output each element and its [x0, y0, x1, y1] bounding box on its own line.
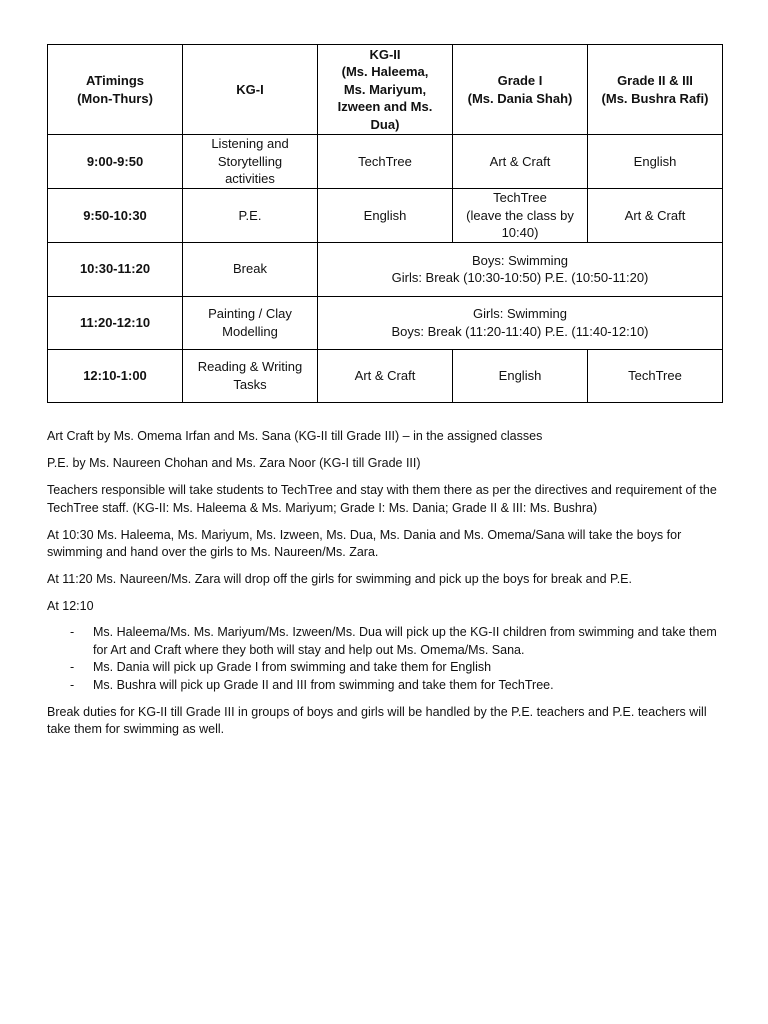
list-item	[47, 624, 722, 659]
header-kg1: KG-I	[183, 45, 318, 135]
kg2-cell: Art & Craft	[318, 349, 453, 402]
kg1-cell: Painting / Clay Modelling	[183, 296, 318, 349]
grade1-cell: TechTree (leave the class by 10:40)	[453, 189, 588, 243]
grade2-3-cell: Art & Craft	[588, 189, 723, 243]
header-grade2-3: Grade II & III (Ms. Bushra Rafi)	[588, 45, 723, 135]
list-item-text: Ms. Bushra will pick up Grade II and III from swimming and take them for TechTree.	[93, 677, 554, 692]
table-row	[48, 296, 723, 349]
time-cell: 12:10-1:00	[48, 349, 183, 402]
kg2-cell: TechTree	[318, 135, 453, 189]
list-item-text: Ms. Dania will pick up Grade I from swimming and take them for English	[93, 660, 492, 674]
time-cell: 9:50-10:30	[48, 189, 183, 243]
time-cell: 10:30-11:20	[48, 242, 183, 296]
notes-section	[47, 428, 722, 748]
bullet-dash: -	[70, 660, 75, 674]
note-1030: At 10:30 Ms. Haleema, Ms. Mariyum, Ms. Izween, Ms. Dua, Ms. Dania and Ms. Omema/Sana will take the boys for swimming and hand over the girls to Ms. Naureen/Ms. Zara.	[47, 527, 682, 559]
kg1-cell: Listening and Storytelling activities	[183, 135, 318, 189]
kg2-cell: English	[318, 189, 453, 243]
header-grade1: Grade I (Ms. Dania Shah)	[453, 45, 588, 135]
list-item	[47, 659, 722, 677]
table-row	[48, 349, 723, 402]
table-row	[48, 242, 723, 296]
kg1-cell: P.E.	[183, 189, 318, 243]
grade2-3-cell: English	[588, 135, 723, 189]
grade2-3-cell: TechTree	[588, 349, 723, 402]
note-1120: At 11:20 Ms. Naureen/Ms. Zara will drop off the girls for swimming and pick up the boys for break and P.E.	[47, 572, 632, 586]
grade1-cell: Art & Craft	[453, 135, 588, 189]
bullet-dash: -	[70, 625, 75, 639]
note-break-duties: Break duties for KG-II till Grade III in groups of boys and girls will be handled by the P.E. teachers and P.E. teachers will take them for swimming as well.	[47, 704, 707, 736]
header-kg2: KG-II (Ms. Haleema, Ms. Mariyum, Izween and Ms. Dua)	[318, 45, 453, 135]
list-item-text: Ms. Haleema/Ms. Ms. Mariyum/Ms. Izween/Ms. Dua will pick up the KG-II children from swimming and take them for Art and Craft where they both will stay and help out Ms. Omema/Ms. Sana.	[93, 625, 717, 657]
note-1210: At 12:10	[47, 599, 94, 613]
merged-cell: Girls: Swimming Boys: Break (11:20-11:40) P.E. (11:40-12:10)	[318, 296, 723, 349]
bullet-list	[47, 624, 722, 694]
table-row	[48, 135, 723, 189]
note-pe: P.E. by Ms. Naureen Chohan and Ms. Zara Noor (KG-I till Grade III)	[47, 456, 421, 470]
time-cell: 9:00-9:50	[48, 135, 183, 189]
merged-cell: Boys: Swimming Girls: Break (10:30-10:50) P.E. (10:50-11:20)	[318, 242, 723, 296]
grade1-cell: English	[453, 349, 588, 402]
header-timings: ATimings (Mon-Thurs)	[48, 45, 183, 135]
header-row	[48, 45, 723, 135]
table-row	[48, 189, 723, 243]
note-techtree: Teachers responsible will take students to TechTree and stay with them there as per the directives and requirement of the TechTree staff. (KG-II: Ms. Haleema & Ms. Mariyum; Grade I: Ms. Dania; Grade II & III: Ms. Bushra)	[47, 483, 717, 515]
kg1-cell: Break	[183, 242, 318, 296]
list-item	[47, 677, 722, 695]
timetable	[47, 44, 723, 403]
note-art-craft: Art Craft by Ms. Omema Irfan and Ms. Sana (KG-II till Grade III) – in the assigned classes	[47, 429, 543, 443]
bullet-dash: -	[70, 677, 75, 692]
time-cell: 11:20-12:10	[48, 296, 183, 349]
kg1-cell: Reading & Writing Tasks	[183, 349, 318, 402]
